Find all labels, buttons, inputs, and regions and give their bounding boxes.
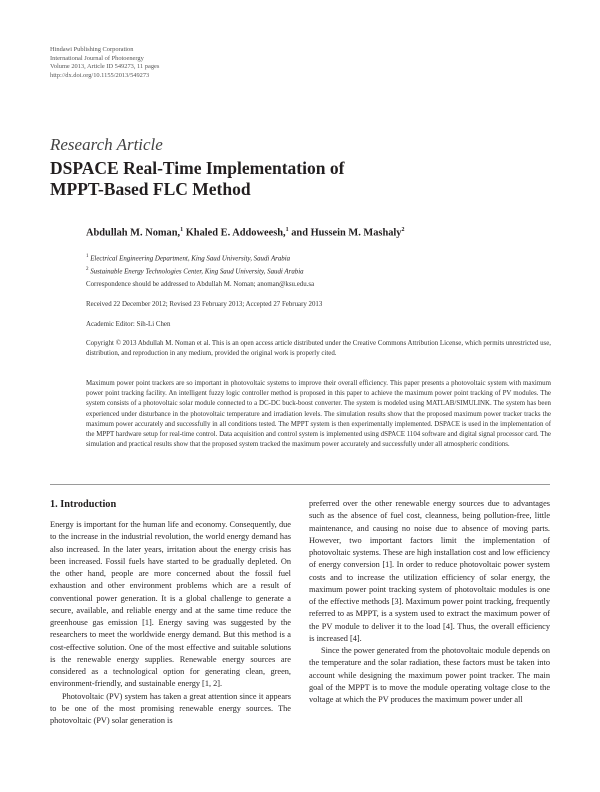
affiliation-item <box>86 252 304 265</box>
academic-editor: Academic Editor: Sih-Li Chen <box>86 321 171 328</box>
publisher-line: Hindawi Publishing Corporation <box>50 46 134 53</box>
body-paragraph: preferred over the other renewable energy sources due to advantages such as the absence of fuel cost, cleanness, being pollution-free, little maintenance, and causing no noise due to absence of moving parts. However, two important factors limit the implementation of photovoltaic systems. These are high installation cost and low efficiency of energy conversion [1]. In order to reduce photovoltaic power system costs and to increase the utilization efficiency of solar energy, the maximum power point tracking system of photovoltaic modules is one of the effective methods [3]. Maximum power point tracking, frequently referred to as MPPT, is a system used to extract the maximum power of the PV module to deliver it to the load [4]. Thus, the overall efficiency is increased [4]. <box>309 499 550 643</box>
dates: Received 22 December 2012; Revised 23 February 2013; Accepted 27 February 2013 <box>86 301 323 308</box>
right-column <box>309 498 550 706</box>
journal-line: International Journal of Photoenergy <box>50 54 144 62</box>
journal-header <box>50 46 159 80</box>
paper-title <box>50 158 344 200</box>
abstract: Maximum power point trackers are so important in photovoltaic systems to improve their overall efficiency. This paper presents a photovoltaic system with maximum power point tracking facility. An intelligent fuzzy logic controller method is proposed in this paper to achieve the maximum power point tracking of PV modules. The system consists of a photovoltaic solar module connected to a DC-DC buck-boost converter. The system is modeled using MATLAB/SIMULINK. The system has been experienced under disturbance in the photovoltaic temperature and irradiation levels. The simulation results show that the proposed maximum power tracker tracks the maximum power accurately and successfully in all conditions tested. The MPPT system is then experimentally implemented. DSPACE is used in the implementation of the MPPT hardware setup for real-time control. Data acquisition and control system is implemented using dSPACE 1104 software and digital signal processor card. The simulation and practical results show that the proposed system tracked the maximum power accurately and successfully under all atmospheric conditions. <box>86 380 551 449</box>
author-name: and Hussein M. Mashaly <box>288 227 402 239</box>
section-heading: 1. Introduction <box>50 499 117 510</box>
affiliation-text: Sustainable Energy Technologies Center, King Saud University, Saudi Arabia <box>88 268 304 276</box>
title-line: DSPACE Real-Time Implementation of <box>50 158 345 178</box>
affiliation-item <box>86 265 304 278</box>
author-list <box>86 227 405 238</box>
affiliations <box>86 252 304 278</box>
body-paragraph: Energy is important for the human life and economy. Consequently, due to the increase in the industrial revolution, the world energy demand has also increased. In the later years, irritation about the energy crisis has been increased. Fossil fuels have started to be gradually depleted. On the other hand, people are more concerned about the fossil fuel exhaustion and other environment problems which are a result of conventional power generation. It is a global challenge to generate a secure, available, and reliable energy and at the same time reduce the greenhouse gas emission [1]. Energy saving was suggested by the researchers to meet the worldwide energy demand. But this method is a cost-effective solution. One of the most effective and suitable solutions is the renewable energy supplies. Renewable energy sources are considered as a technological option for generating clean, green, environment-friendly, and sustainable energy [1, 2]. <box>50 520 291 689</box>
body-paragraph: Since the power generated from the photovoltaic module depends on the temperature and the solar radiation, these factors must be taken into account while designing the maximum power point tracker. The main goal of the MPPT is to move the module operating voltage close to the voltage at which the PV produces the maximum power under all <box>309 646 550 704</box>
title-line: MPPT-Based FLC Method <box>50 179 251 199</box>
doi-link[interactable]: http://dx.doi.org/10.1155/2013/549273 <box>50 71 150 79</box>
affiliation-marker: 1 <box>285 227 289 233</box>
correspondence: Correspondence should be addressed to Abdullah M. Noman; anoman@ksu.edu.sa <box>86 281 315 288</box>
affiliation-marker: 2 <box>401 227 405 233</box>
author-name: Abdullah M. Noman, <box>86 227 181 239</box>
divider <box>50 484 550 485</box>
author-name: Khaled E. Addoweesh, <box>183 227 286 239</box>
affiliation-text: Electrical Engineering Department, King Saud University, Saudi Arabia <box>88 255 291 263</box>
copyright-notice: Copyright © 2013 Abdullah M. Noman et al. This is an open access article distributed under the Creative Commons Attribution License, which permits unrestricted use, distribution, and reproduction in any medium, provided the original work is properly cited. <box>86 340 551 358</box>
left-column <box>50 519 291 727</box>
article-type: Research Article <box>50 135 163 154</box>
body-paragraph: Photovoltaic (PV) system has taken a great attention since it appears to be one of the most promising renewable energy sources. The photovoltaic (PV) solar generation is <box>50 691 291 725</box>
volume-line: Volume 2013, Article ID 549273, 11 pages <box>50 63 160 71</box>
affiliation-marker: 2 <box>86 266 89 272</box>
affiliation-marker: 1 <box>86 254 89 259</box>
affiliation-marker: 1 <box>180 227 184 233</box>
